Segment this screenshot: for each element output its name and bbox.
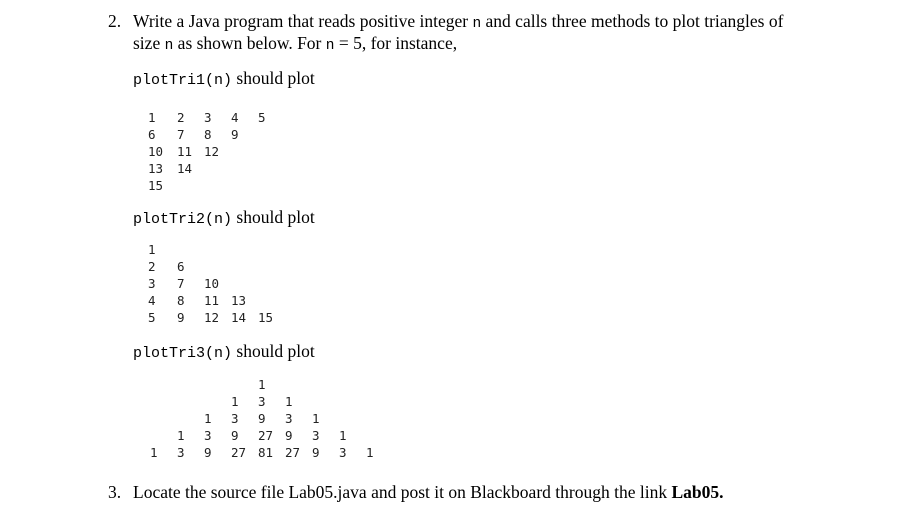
output-value: 11 (204, 293, 220, 308)
output-value: 6 (148, 127, 156, 142)
output-value: 5 (258, 110, 266, 125)
output-value: 12 (204, 144, 220, 159)
output-value: 8 (204, 127, 212, 142)
output-value: 14 (177, 161, 193, 176)
output-value: 7 (177, 276, 185, 291)
plotTri3-heading (133, 340, 315, 365)
output-value: 9 (258, 411, 266, 426)
output-value: 1 (148, 242, 156, 257)
output-value: 3 (285, 411, 293, 426)
item-2-text: and calls three methods to plot triangles of (481, 11, 784, 31)
output-value: 3 (204, 110, 212, 125)
plotTri2-heading (133, 206, 315, 231)
output-value: 9 (177, 310, 185, 325)
method-name: plotTri2(n) (133, 211, 233, 228)
plotTri1-heading (133, 67, 315, 92)
output-value: 1 (285, 394, 293, 409)
output-value: 9 (231, 127, 239, 142)
output-value: 13 (148, 161, 164, 176)
output-value: 10 (204, 276, 220, 291)
output-value: 3 (148, 276, 156, 291)
heading-label: should plot (232, 341, 315, 361)
output-value: 5 (148, 310, 156, 325)
output-value: 4 (148, 293, 156, 308)
output-value: 3 (204, 428, 212, 443)
output-value: 15 (148, 178, 164, 193)
item-3-text (133, 481, 723, 503)
output-value: 12 (204, 310, 220, 325)
output-value: 81 (258, 445, 274, 460)
output-value: 27 (285, 445, 301, 460)
output-value: 9 (285, 428, 293, 443)
output-value: 1 (177, 428, 185, 443)
item-3-body: Locate the source file Lab05.java and post it on Blackboard through the link (133, 482, 672, 502)
output-value: 2 (148, 259, 156, 274)
var-n: n (325, 38, 335, 54)
output-value: 2 (177, 110, 185, 125)
output-value: 1 (339, 428, 347, 443)
output-value: 13 (231, 293, 247, 308)
output-value: 3 (339, 445, 347, 460)
output-value: 10 (148, 144, 164, 159)
var-n: n (164, 38, 174, 54)
output-value: 3 (231, 411, 239, 426)
output-value: 1 (204, 411, 212, 426)
output-value: 1 (150, 445, 158, 460)
heading-label: should plot (232, 207, 315, 227)
item-2-text: size (133, 33, 165, 53)
output-value: 8 (177, 293, 185, 308)
output-value: 27 (231, 445, 247, 460)
heading-label: should plot (232, 68, 315, 88)
item-2-text: as shown below. For (173, 33, 326, 53)
item-2-number: 2. (108, 11, 122, 31)
item-3-number-line (108, 481, 121, 503)
item-2-text-line-2 (133, 32, 457, 57)
method-name: plotTri1(n) (133, 72, 233, 89)
output-value: 1 (231, 394, 239, 409)
output-value: 6 (177, 259, 185, 274)
output-value: 3 (312, 428, 320, 443)
method-name: plotTri3(n) (133, 345, 233, 362)
item-2-line-1 (108, 10, 121, 32)
item-3-number: 3. (108, 482, 122, 502)
output-value: 27 (258, 428, 274, 443)
output-value: 9 (231, 428, 239, 443)
output-value: 1 (366, 445, 374, 460)
output-value: 9 (204, 445, 212, 460)
output-value: 1 (312, 411, 320, 426)
output-value: 14 (231, 310, 247, 325)
item-2-text: = 5, for instance, (334, 33, 458, 53)
output-value: 3 (258, 394, 266, 409)
output-value: 11 (177, 144, 193, 159)
item-2-text: Write a Java program that reads positive integer (133, 11, 473, 31)
output-value: 7 (177, 127, 185, 142)
output-value: 1 (148, 110, 156, 125)
output-value: 1 (258, 377, 266, 392)
output-value: 4 (231, 110, 239, 125)
lab05-link-text: Lab05. (671, 482, 724, 502)
var-n: n (472, 16, 482, 32)
output-value: 9 (312, 445, 320, 460)
output-value: 3 (177, 445, 185, 460)
output-value: 15 (258, 310, 274, 325)
